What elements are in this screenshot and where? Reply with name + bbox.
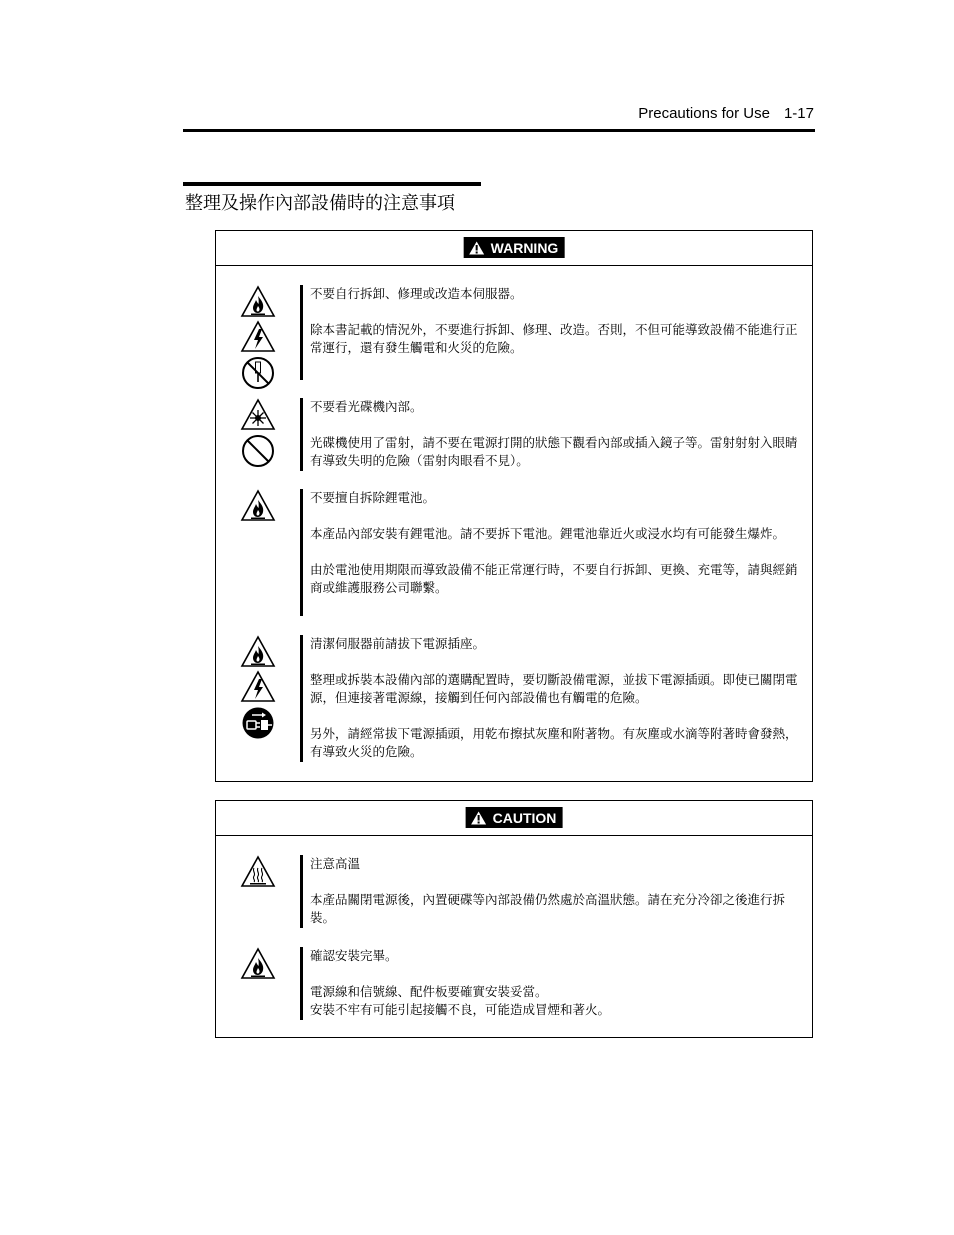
fire-hazard-icon [240, 635, 276, 670]
caution-item-2-icons [240, 947, 276, 982]
laser-hazard-icon [240, 398, 276, 433]
item-heading: 注意高溫 [310, 856, 361, 871]
fire-hazard-icon [240, 947, 276, 982]
item-bar [300, 489, 303, 616]
caution-box [215, 800, 813, 1038]
caution-item-1-text [310, 855, 806, 927]
warning-item-4-icons [240, 635, 276, 743]
item-heading: 清潔伺服器前請拔下電源插座。 [310, 636, 486, 651]
item-heading: 不要自行拆卸、修理或改造本伺服器。 [310, 286, 523, 301]
warning-item-2-text [310, 398, 806, 470]
item-paragraph: 電源線和信號線、配件板要確實安裝妥當。 安裝不牢有可能引起接觸不良，可能造成冒煙和著火。 [310, 984, 611, 1017]
caution-badge [466, 807, 563, 828]
item-paragraph: 本產品內部安裝有鋰電池。請不要拆下電池。鋰電池靠近火或浸水均有可能發生爆炸。 [310, 526, 786, 541]
item-heading: 不要看光碟機內部。 [310, 399, 423, 414]
warning-item-1-text [310, 285, 806, 357]
caution-item-2-text [310, 947, 806, 1019]
item-paragraph: 本產品關閉電源後，內置硬碟等內部設備仍然處於高溫狀態。請在充分冷卻之後進行拆裝。 [310, 892, 786, 925]
running-header [638, 105, 814, 122]
item-bar [300, 635, 303, 762]
header-rule [183, 129, 815, 132]
item-bar [300, 398, 303, 471]
warning-item-1-icons [240, 285, 276, 393]
item-bar [300, 855, 303, 928]
item-paragraph: 除本書記載的情況外，不要進行拆卸、修理、改造。否則，不但可能導致設備不能進行正常運行，還有發生觸電和火災的危險。 [310, 322, 798, 355]
warning-item-4-text [310, 635, 806, 761]
prohibited-icon [240, 433, 276, 471]
item-paragraph: 另外，請經常拔下電源插頭，用乾布擦拭灰塵和附著物。有灰塵或水滴等附著時會發熱，有導致火災的危險。 [310, 726, 798, 759]
warning-label: WARNING [490, 239, 559, 256]
warning-header [216, 231, 812, 266]
no-disassembly-icon [240, 355, 276, 393]
item-bar [300, 285, 303, 380]
electric-shock-icon [240, 670, 276, 705]
warning-item-2-icons [240, 398, 276, 471]
caution-triangle-icon [471, 811, 487, 825]
item-paragraph: 整理或拆裝本設備內部的選購配置時，要切斷設備電源，並拔下電源插頭。即使已關閉電源，但連接著電源線，接觸到任何內部設備也有觸電的危險。 [310, 672, 798, 705]
fire-hazard-icon [240, 489, 276, 524]
section-title: 整理及操作內部設備時的注意事項 [185, 193, 455, 214]
electric-shock-icon [240, 320, 276, 355]
item-bar [300, 947, 303, 1020]
caution-label: CAUTION [492, 809, 557, 826]
item-heading: 不要擅自拆除鋰電池。 [310, 490, 436, 505]
caution-header [216, 801, 812, 836]
page-number: 1-17 [783, 105, 814, 122]
warning-item-3-text [310, 489, 806, 597]
caution-item-1-icons [240, 855, 276, 890]
item-heading: 確認安裝完畢。 [310, 948, 398, 963]
header-section: Precautions for Use [638, 105, 770, 122]
warning-box [215, 230, 813, 782]
fire-hazard-icon [240, 285, 276, 320]
hot-surface-icon [240, 855, 276, 890]
item-paragraph: 由於電池使用期限而導致設備不能正常運行時，不要自行拆卸、更換、充電等，請與經銷商或維護服務公司聯繫。 [310, 562, 798, 595]
item-paragraph: 光碟機使用了雷射，請不要在電源打開的狀態下觀看內部或插入鏡子等。雷射射射入眼睛有導致失明的危險（雷射肉眼看不見）。 [310, 435, 798, 468]
title-rule [183, 182, 481, 186]
warning-triangle-icon [469, 241, 485, 255]
warning-badge [464, 237, 565, 258]
unplug-icon [240, 705, 276, 743]
warning-item-3-icons [240, 489, 276, 524]
